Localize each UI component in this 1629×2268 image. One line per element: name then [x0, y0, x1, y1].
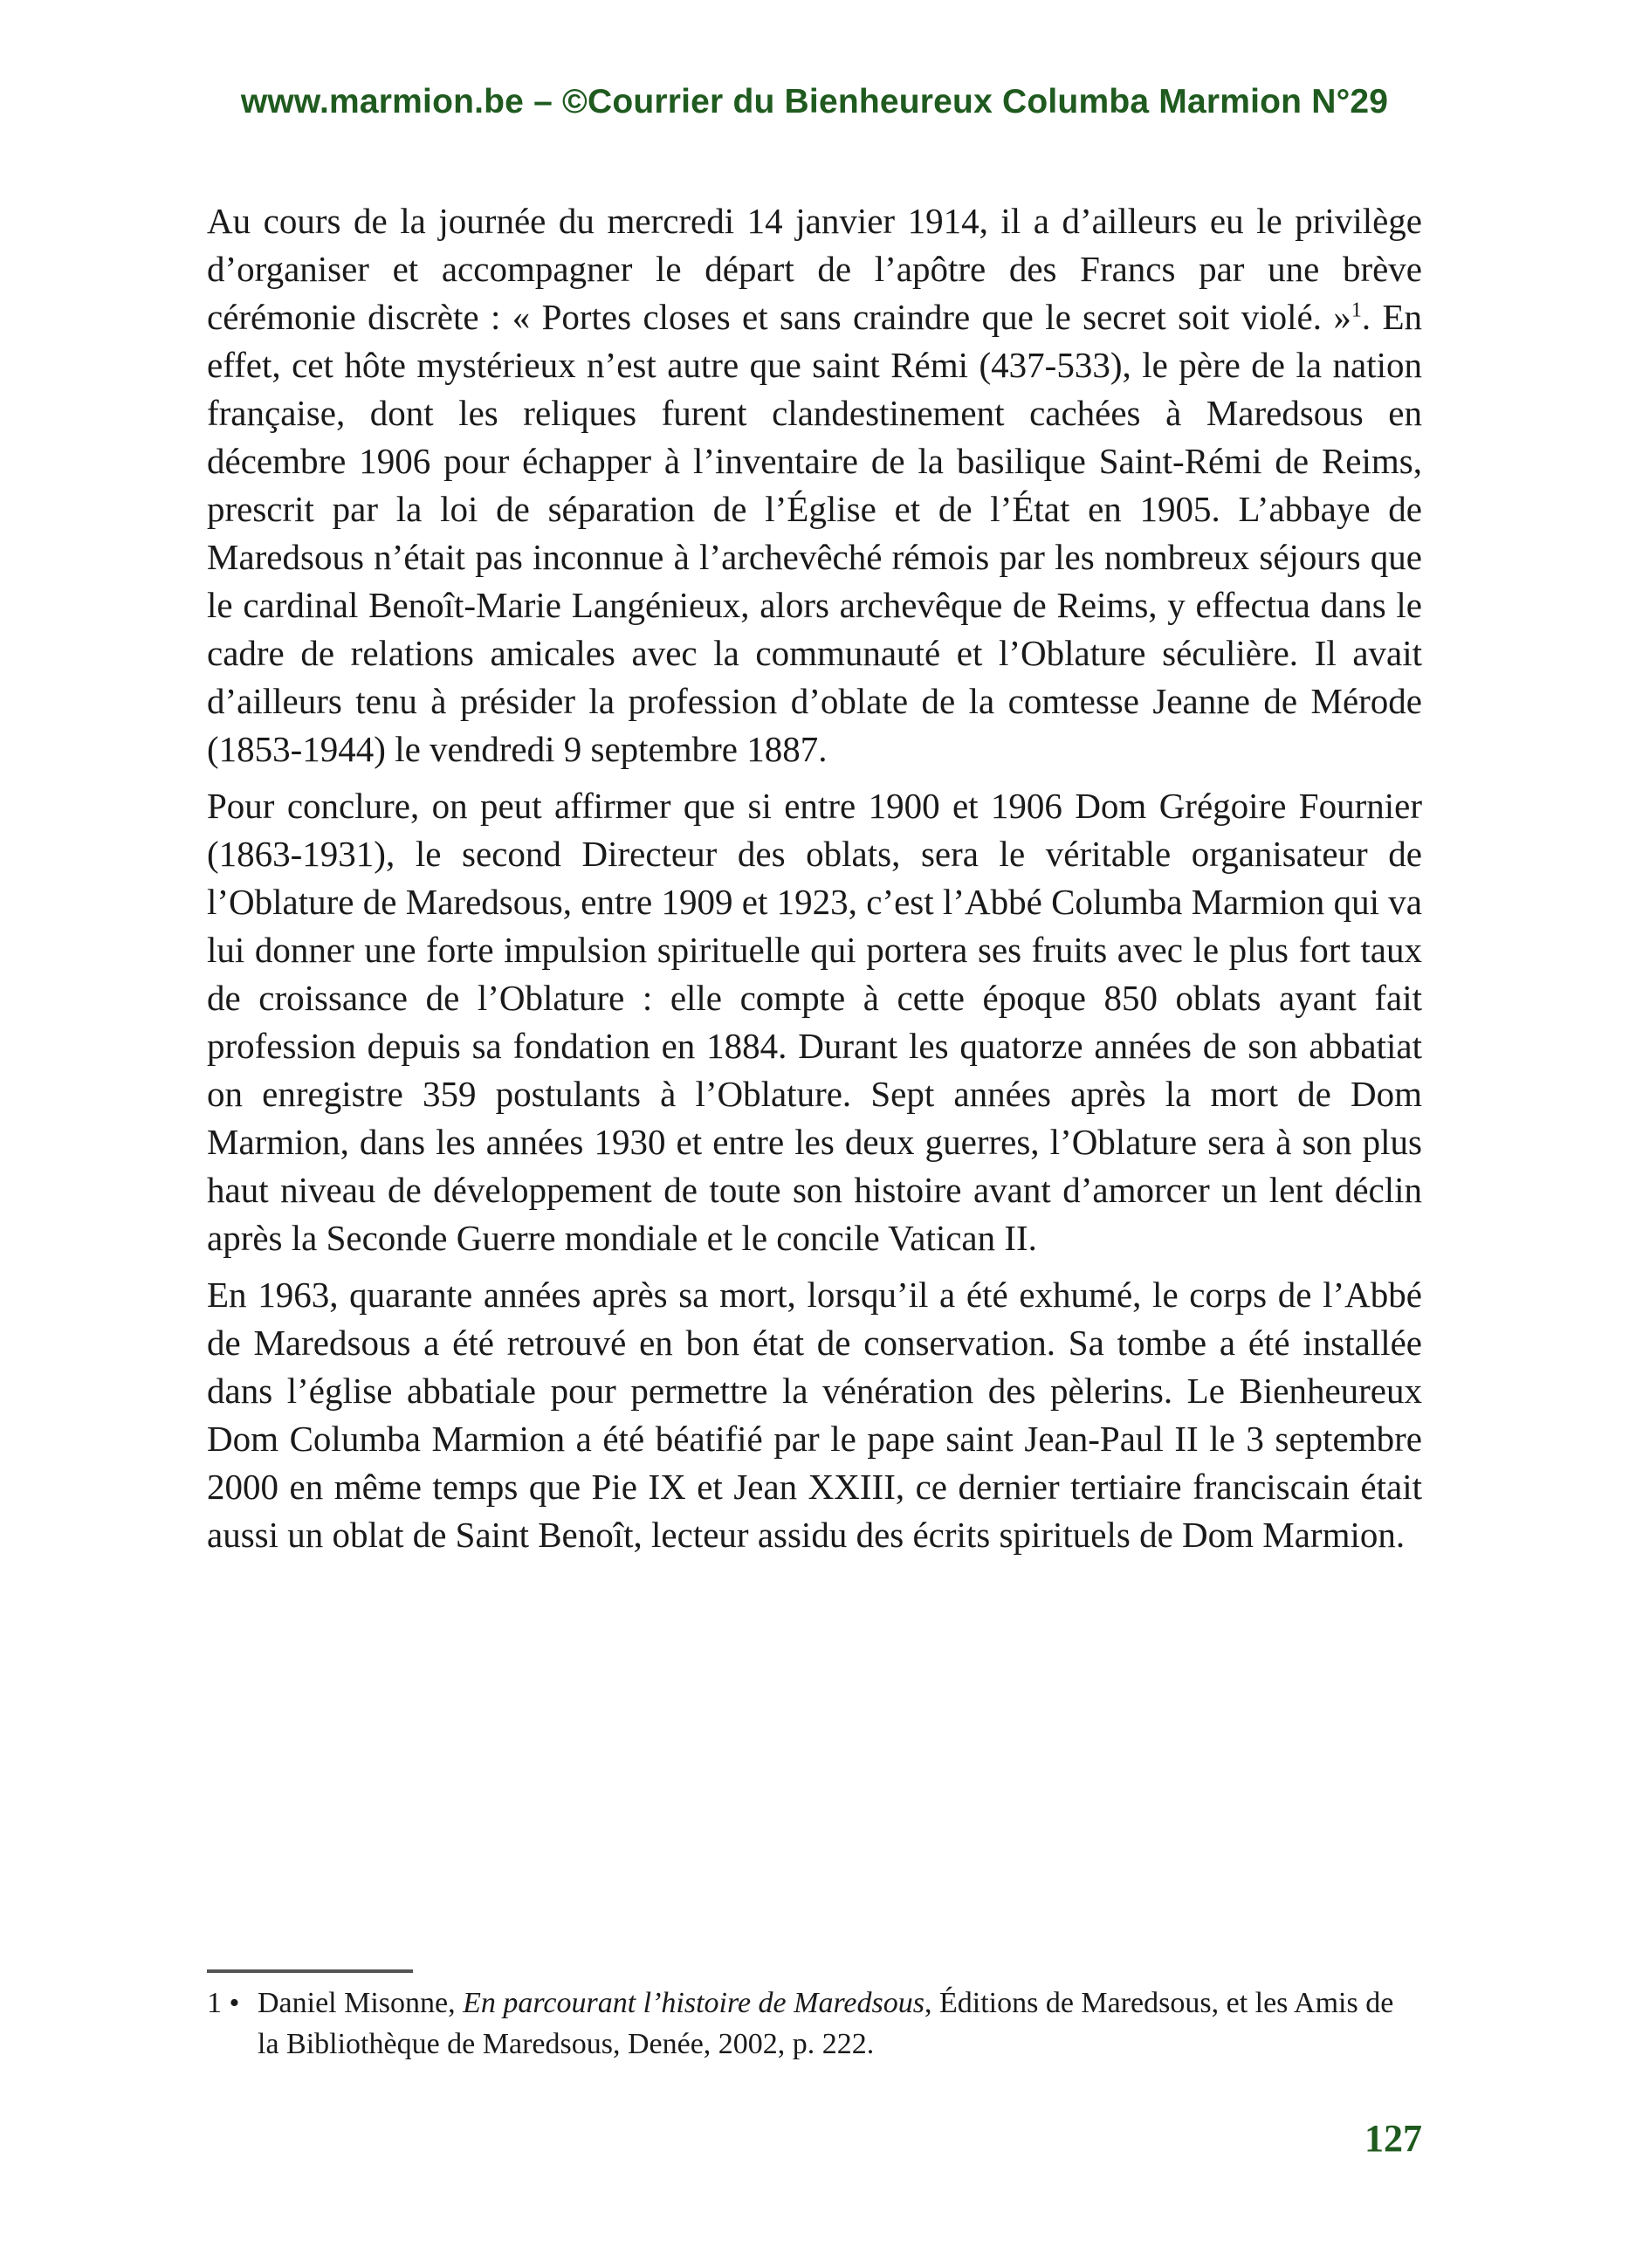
footnote-book-title: En parcourant l’histoire de Maredsous: [463, 1987, 924, 2019]
footnote-text: [258, 1983, 1422, 2065]
page-number: 127: [1364, 2117, 1422, 2160]
footnote-number: 1 •: [207, 1987, 240, 2019]
paragraph-3: En 1963, quarante années après sa mort, lorsqu’il a été exhumé, le corps de l’Abbé de Maredsous a été retrouvé en bon état de conservation. Sa tombe a été installée dans l’église abbatiale pour permettre la vénération des pèlerins. Le Bienheureux Dom Columba Marmion a été béatifié par le pape saint Jean-Paul II le 3 septembre 2000 en même temps que Pie IX et Jean XXIII, ce dernier tertiaire franciscain était aussi un oblat de Saint Benoît, lecteur assidu des écrits spirituels de Dom Marmion.: [207, 1275, 1422, 1555]
footnote-publication: , Éditions de Maredsous, et les Amis de la Bibliothèque de Maredsous, Denée, 2002, p. 222.: [258, 1987, 1394, 2060]
paragraph-1: [207, 197, 1422, 773]
footnote: [207, 1983, 1422, 2065]
paragraph-1-rest: . En effet, cet hôte mystérieux n’est autre que saint Rémi (437-533), le père de la nation française, dont les reliques furent clandestinement cachées à Maredsous en décembre 1906 pour échapper à l’inventaire de la basilique Saint-Rémi de Reims, prescrit par la loi de séparation de l’Église et de l’État en 1905. L’abbaye de Maredsous n’était pas inconnue à l’archevêché rémois par les nombreux séjours que le cardinal Benoît-Marie Langénieux, alors archevêque de Reims, y effectua dans le cadre de relations amicales avec la communauté et l’Oblature séculière. Il avait d’ailleurs tenu à présider la profession d’oblate de la comtesse Jeanne de Mérode (1853-1944) le vendredi 9 septembre 1887.: [207, 297, 1422, 769]
main-text: [207, 197, 1422, 1568]
footnote-separator: [207, 1969, 413, 1973]
paragraph-2: Pour conclure, on peut affirmer que si entre 1900 et 1906 Dom Grégoire Fournier (1863-1931), le second Directeur des oblats, sera le véritable organisateur de l’Oblature de Maredsous, entre 1909 et 1923, c’est l’Abbé Columba Marmion qui va lui donner une forte impulsion spirituelle qui portera ses fruits avec le plus fort taux de croissance de l’Oblature : elle compte à cette époque 850 oblats ayant fait profession depuis sa fondation en 1884. Durant les quatorze années de son abbatiat on enregistre 359 postulants à l’Oblature. Sept années après la mort de Dom Marmion, dans les années 1930 et entre les deux guerres, l’Oblature sera à son plus haut niveau de développement de toute son histoire avant d’amorcer un lent déclin après la Seconde Guerre mondiale et le concile Vatican II.: [207, 786, 1422, 1258]
footnote-author: Daniel Misonne,: [258, 1987, 464, 2019]
paragraph-1-start: Au cours de la journée du mercredi 14 janvier 1914, il a d’ailleurs eu le privilège d’organiser et accompagner le départ de l’apôtre des Francs par une brève cérémonie discrète : « Portes closes et sans craindre que le secret soit violé. »: [207, 201, 1422, 337]
footnote-reference[interactable]: 1: [1351, 299, 1362, 322]
running-header: www.marmion.be – ©Courrier du Bienheureux Columba Marmion N°29: [240, 83, 1389, 120]
